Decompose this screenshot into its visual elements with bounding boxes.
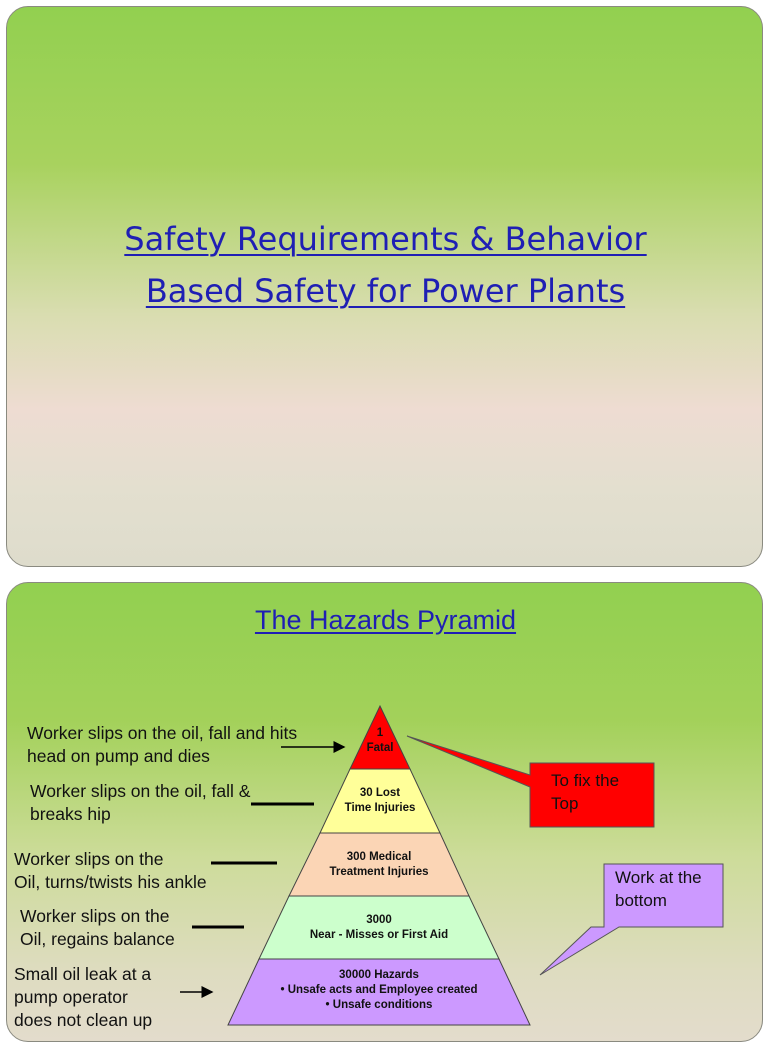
label-lost-time-line-1: Worker slips on the oil, fall & [30,781,251,801]
slide-title [7,213,763,317]
tier-medical-label: Treatment Injuries [329,866,429,878]
label-hazards-line-1: Small oil leak at a [14,964,152,984]
tier-hazards-item-2: • Unsafe conditions [325,999,433,1011]
label-near-miss-line-1: Worker slips on the [20,906,170,926]
tier-fatal-count: 1 [376,727,384,739]
tier-fatal-label: Fatal [366,742,394,754]
label-medical [14,848,207,894]
pyramid-slide-title: The Hazards Pyramid [254,605,517,635]
label-hazards-line-3: does not clean up [14,1010,153,1030]
tier-hazards-count: 30000 Hazards [339,969,419,981]
tier-hazards-item-1: • Unsafe acts and Employee created [280,984,478,996]
tier-near-miss-text [259,913,499,943]
callout-bottom-line-1: Work at the [615,868,702,887]
callout-top-text [551,769,619,815]
label-medical-line-2: Oil, turns/twists his ankle [14,872,207,892]
label-lost-time [30,780,250,826]
tier-lost-time-count: 30 Lost [359,787,401,799]
tier-medical-text [289,850,469,880]
label-hazards-line-2: pump operator [14,987,128,1007]
tier-near-miss-count: 3000 [366,914,392,926]
callout-top-line-1: To fix the [551,771,620,790]
title-line-2: Based Safety for Power Plants [145,272,626,310]
label-fatal-line-2: head on pump and dies [27,746,210,766]
title-line-1: Safety Requirements & Behavior [124,220,647,258]
label-fatal-line-1: Worker slips on the oil, fall and hits [27,723,298,743]
callout-top-line-2: Top [551,794,579,813]
tier-hazards-text [239,968,519,1013]
hazards-pyramid-slide [6,582,763,1042]
tier-fatal-text [350,726,410,756]
label-lost-time-line-2: breaks hip [30,804,111,824]
tier-near-miss-label: Near - Misses or First Aid [309,929,449,941]
tier-medical-count: 300 Medical [346,851,412,863]
callout-bottom-text [615,866,702,912]
label-medical-line-1: Worker slips on the [14,849,164,869]
title-slide [6,6,763,567]
tier-lost-time-label: Time Injuries [344,802,416,814]
label-near-miss [20,905,175,951]
tier-lost-time-text [320,786,440,816]
label-hazards [14,963,152,1032]
callout-bottom-line-2: bottom [615,891,667,910]
label-near-miss-line-2: Oil, regains balance [20,929,175,949]
label-fatal [27,722,297,768]
